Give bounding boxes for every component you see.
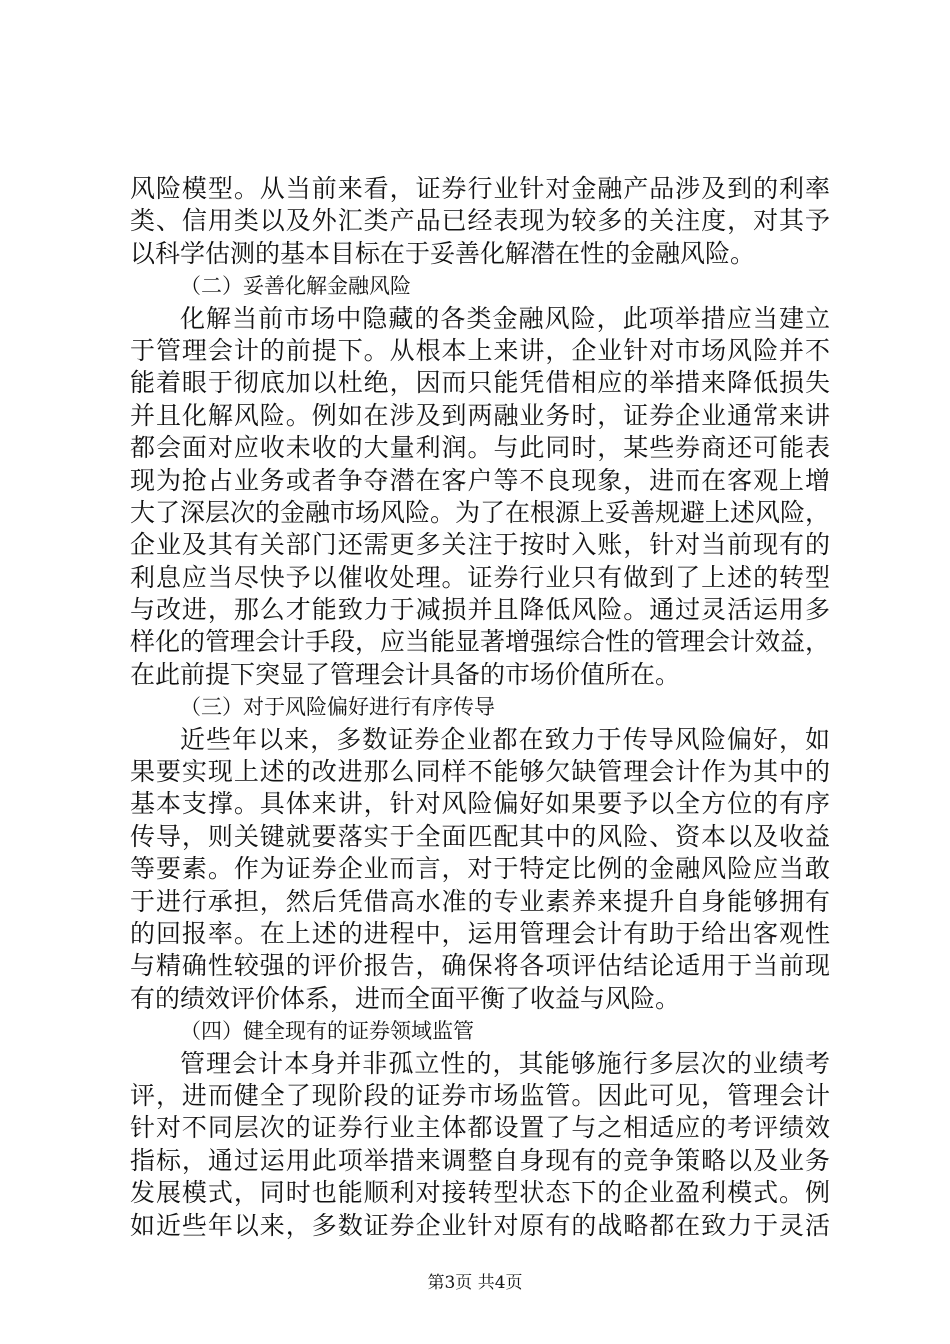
text-line: 有的绩效评价体系，进而全面平衡了收益与风险。 <box>130 983 681 1013</box>
text-line: 企业及其有关部门还需更多关注于按时入账，针对当前现有的 <box>130 530 830 560</box>
text-line: 评，进而健全了现阶段的证券市场监管。因此可见，管理会计 <box>130 1080 830 1110</box>
text-line: 以科学估测的基本目标在于妥善化解潜在性的金融风险。 <box>130 238 756 268</box>
text-line: 并且化解风险。例如在涉及到两融业务时，证券企业通常来讲 <box>130 400 830 430</box>
text-line: 发展模式，同时也能顺利对接转型状态下的企业盈利模式。例 <box>130 1178 830 1208</box>
section-heading: （二）妥善化解金融风险 <box>180 274 411 299</box>
text-line: 样化的管理会计手段，应当能显著增强综合性的管理会计效益， <box>130 627 830 657</box>
text-line: 类、信用类以及外汇类产品已经表现为较多的关注度，对其予 <box>130 206 830 236</box>
text-line: 化解当前市场中隐藏的各类金融风险，此项举措应当建立 <box>180 303 830 333</box>
text-line: 利息应当尽快予以催收处理。证券行业只有做到了上述的转型 <box>130 562 830 592</box>
text-line: 如近些年以来，多数证券企业针对原有的战略都在致力于灵活 <box>130 1210 830 1240</box>
text-line: 于管理会计的前提下。从根本上来讲，企业针对市场风险并不 <box>130 335 830 365</box>
text-line: 传导，则关键就要落实于全面匹配其中的风险、资本以及收益 <box>130 821 830 851</box>
text-line: 针对不同层次的证券行业主体都设置了与之相适应的考评绩效 <box>130 1113 830 1143</box>
text-line: 等要素。作为证券企业而言，对于特定比例的金融风险应当敢 <box>130 854 830 884</box>
text-line: 在此前提下突显了管理会计具备的市场价值所在。 <box>130 659 681 689</box>
text-line: 的回报率。在上述的进程中，运用管理会计有助于给出客观性 <box>130 918 830 948</box>
document-body <box>130 173 830 1242</box>
section-heading: （四）健全现有的证券领域监管 <box>180 1019 474 1044</box>
text-line: 于进行承担，然后凭借高水准的专业素养来提升自身能够拥有 <box>130 886 830 916</box>
section-heading: （三）对于风险偏好进行有序传导 <box>180 695 495 720</box>
text-line: 果要实现上述的改进那么同样不能够欠缺管理会计作为其中的 <box>130 757 830 787</box>
text-line: 近些年以来，多数证券企业都在致力于传导风险偏好，如 <box>180 724 830 754</box>
text-line: 都会面对应收未收的大量利润。与此同时，某些券商还可能表 <box>130 433 830 463</box>
text-line: 风险模型。从当前来看，证券行业针对金融产品涉及到的利率 <box>130 174 830 203</box>
text-line: 与改进，那么才能致力于减损并且降低风险。通过灵活运用多 <box>130 595 830 625</box>
text-line: 能着眼于彻底加以杜绝，因而只能凭借相应的举措来降低损失 <box>130 368 830 398</box>
text-line: 与精确性较强的评价报告，确保将各项评估结论适用于当前现 <box>130 951 830 981</box>
text-line: 基本支撑。具体来讲，针对风险偏好如果要予以全方位的有序 <box>130 789 830 819</box>
page-number-footer: 第3页 共4页 <box>427 1273 523 1293</box>
text-line: 管理会计本身并非孤立性的，其能够施行多层次的业绩考 <box>180 1048 830 1078</box>
text-line: 大了深层次的金融市场风险。为了在根源上妥善规避上述风险， <box>130 497 830 527</box>
text-line: 指标，通过运用此项举措来调整自身现有的竞争策略以及业务 <box>130 1145 830 1175</box>
text-line: 现为抢占业务或者争夺潜在客户等不良现象，进而在客观上增 <box>130 465 830 495</box>
